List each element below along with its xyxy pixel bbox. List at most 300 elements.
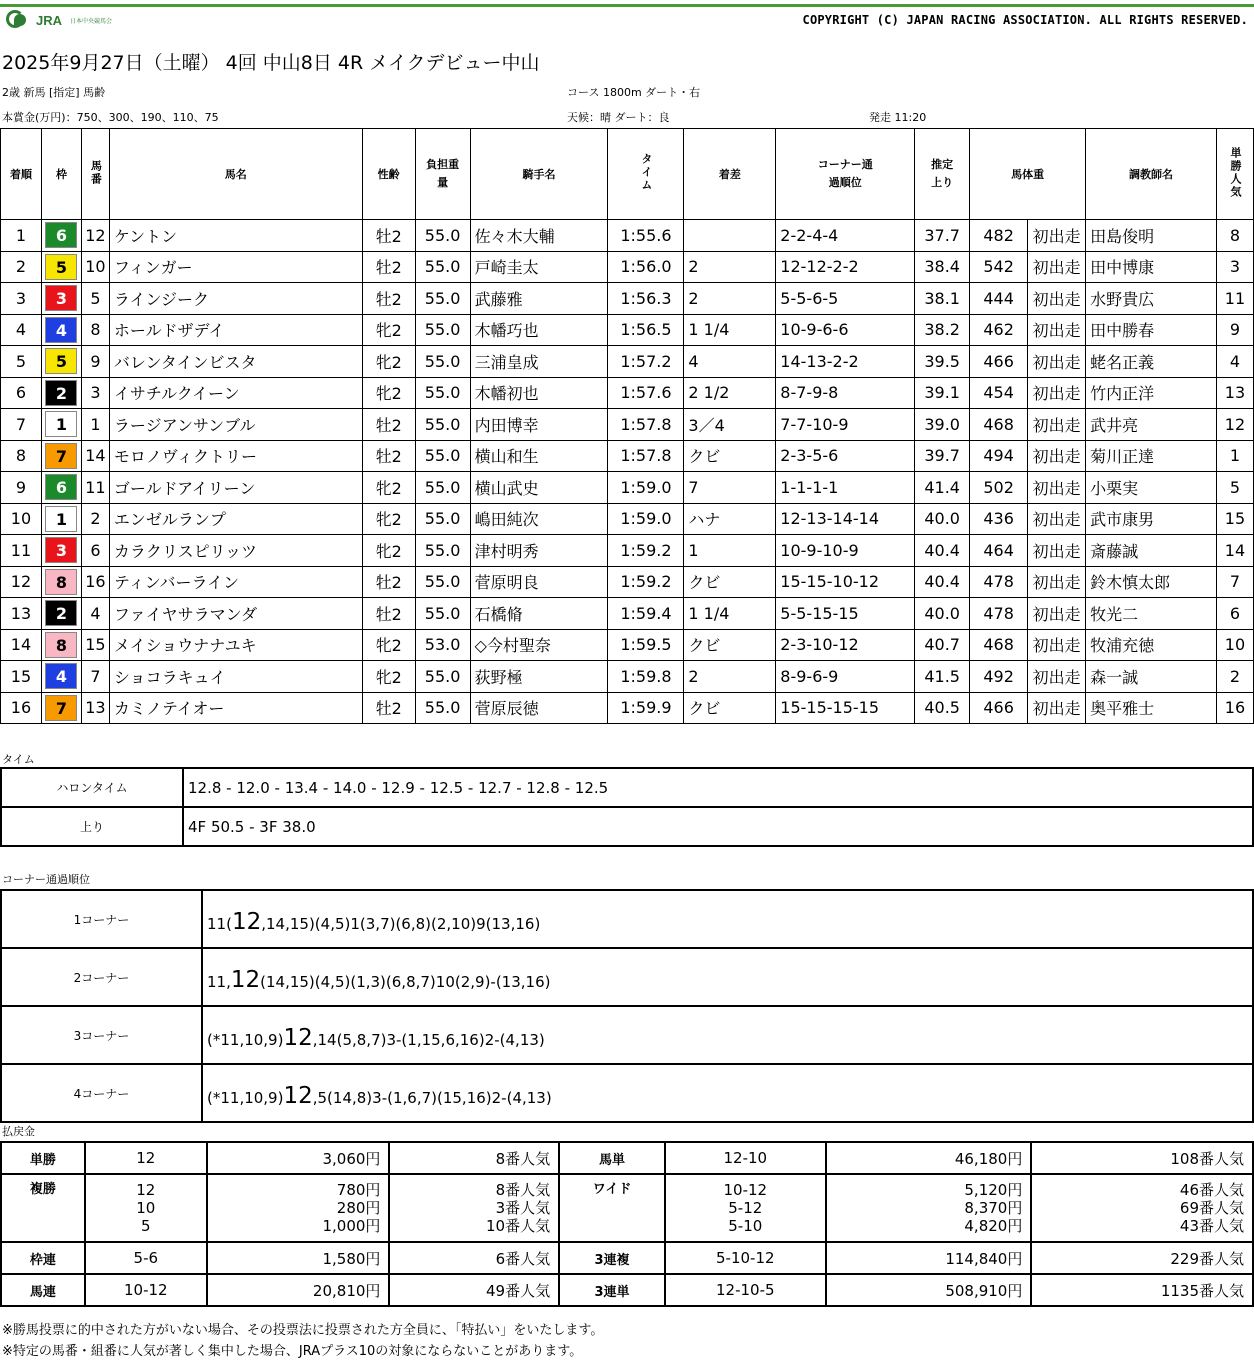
table-row bbox=[1, 948, 1253, 1006]
corner-label: 2コーナー bbox=[1, 948, 202, 1006]
table-row bbox=[1, 1006, 1253, 1064]
result-jockey: 木幡巧也 bbox=[470, 314, 608, 346]
result-margin: 2 bbox=[684, 661, 776, 693]
result-waku bbox=[41, 440, 81, 472]
result-sex-age: 牝2 bbox=[362, 535, 415, 567]
result-horse-number: 13 bbox=[81, 692, 109, 724]
result-sex-age: 牝2 bbox=[362, 629, 415, 661]
result-sex-age: 牡2 bbox=[362, 566, 415, 598]
col-weight: 負担重量 bbox=[415, 129, 470, 220]
result-body-weight: 502 bbox=[970, 472, 1028, 504]
wakuren-yen: 1,580円 bbox=[207, 1242, 390, 1274]
result-weight-diff: 初出走 bbox=[1028, 346, 1086, 378]
result-weight-diff: 初出走 bbox=[1028, 472, 1086, 504]
wide-yen: 5,120円 8,370円 4,820円 bbox=[826, 1174, 1032, 1242]
waku-badge: 6 bbox=[45, 474, 77, 500]
table-row bbox=[1, 535, 1254, 567]
result-sex-age: 牡2 bbox=[362, 692, 415, 724]
header-rule bbox=[0, 4, 1254, 7]
result-waku bbox=[41, 535, 81, 567]
result-horse-number: 15 bbox=[81, 629, 109, 661]
result-popularity: 6 bbox=[1216, 598, 1253, 630]
result-rank: 2 bbox=[1, 251, 42, 283]
result-sex-age: 牝2 bbox=[362, 346, 415, 378]
col-jockey: 騎手名 bbox=[470, 129, 608, 220]
waku-badge: 5 bbox=[45, 254, 77, 280]
result-corners: 2-2-4-4 bbox=[776, 220, 915, 252]
table-row bbox=[1, 409, 1254, 441]
result-sex-age: 牝2 bbox=[362, 661, 415, 693]
jra-logo bbox=[6, 10, 112, 30]
sanrentan-pop: 1135番人気 bbox=[1031, 1274, 1253, 1306]
col-last3f: 推定上り bbox=[915, 129, 970, 220]
result-corners: 8-9-6-9 bbox=[776, 661, 915, 693]
corner-order-text: (*11,10,9) bbox=[207, 1030, 284, 1049]
race-course: コース 1800m ダート・右 bbox=[567, 86, 701, 99]
result-jockey: 津村明秀 bbox=[470, 535, 608, 567]
result-corners: 8-7-9-8 bbox=[776, 377, 915, 409]
table-row bbox=[1, 472, 1254, 504]
result-jockey: 戸崎圭太 bbox=[470, 251, 608, 283]
table-row bbox=[1, 807, 1253, 846]
result-margin: 1 1/4 bbox=[684, 314, 776, 346]
col-waku: 枠 bbox=[41, 129, 81, 220]
result-time: 1:59.4 bbox=[608, 598, 684, 630]
result-time: 1:57.8 bbox=[608, 440, 684, 472]
result-horse-name: カミノテイオー bbox=[109, 692, 362, 724]
result-horse-number: 2 bbox=[81, 503, 109, 535]
result-weight-diff: 初出走 bbox=[1028, 535, 1086, 567]
result-trainer: 菊川正達 bbox=[1086, 440, 1217, 472]
result-margin: クビ bbox=[684, 566, 776, 598]
result-horse-name: ラインジーク bbox=[109, 283, 362, 315]
table-row bbox=[1, 629, 1254, 661]
result-body-weight: 466 bbox=[970, 692, 1028, 724]
result-trainer: 蛯名正義 bbox=[1086, 346, 1217, 378]
timing-table bbox=[0, 767, 1254, 847]
result-horse-number: 12 bbox=[81, 220, 109, 252]
result-margin: 2 bbox=[684, 251, 776, 283]
result-jockey: 横山和生 bbox=[470, 440, 608, 472]
result-horse-number: 16 bbox=[81, 566, 109, 598]
result-time: 1:57.6 bbox=[608, 377, 684, 409]
logo-text: JRA bbox=[36, 12, 63, 28]
sanrenpuku-nums: 5-10-12 bbox=[665, 1242, 826, 1274]
waku-badge: 8 bbox=[45, 569, 77, 595]
result-horse-name: ゴールドアイリーン bbox=[109, 472, 362, 504]
result-waku bbox=[41, 692, 81, 724]
jra-logo-icon bbox=[6, 10, 32, 30]
tansho-yen: 3,060円 bbox=[207, 1142, 390, 1174]
furlong-label: ハロンタイム bbox=[1, 768, 183, 807]
table-row bbox=[1, 768, 1253, 807]
result-horse-name: エンゼルランプ bbox=[109, 503, 362, 535]
result-popularity: 13 bbox=[1216, 377, 1253, 409]
result-waku bbox=[41, 661, 81, 693]
wide-pop: 46番人気 69番人気 43番人気 bbox=[1031, 1174, 1253, 1242]
sanrenpuku-label: 3連複 bbox=[559, 1242, 665, 1274]
table-row bbox=[1, 890, 1253, 948]
umaren-yen: 20,810円 bbox=[207, 1274, 390, 1306]
result-body-weight: 454 bbox=[970, 377, 1028, 409]
result-weight-diff: 初出走 bbox=[1028, 598, 1086, 630]
result-sex-age: 牡2 bbox=[362, 440, 415, 472]
table-row bbox=[1, 503, 1254, 535]
corner-order bbox=[202, 948, 1253, 1006]
race-class: 2歳 新馬 [指定] 馬齢 bbox=[2, 86, 106, 99]
waku-badge: 4 bbox=[45, 663, 77, 689]
result-last3f: 39.1 bbox=[915, 377, 970, 409]
race-title: 2025年9月27日（土曜） 4回 中山8日 4R メイクデビュー中山 bbox=[2, 52, 540, 74]
result-last3f: 40.7 bbox=[915, 629, 970, 661]
result-popularity: 11 bbox=[1216, 283, 1253, 315]
result-last3f: 38.1 bbox=[915, 283, 970, 315]
result-waku bbox=[41, 346, 81, 378]
waku-badge: 2 bbox=[45, 380, 77, 406]
table-row bbox=[1, 1242, 1253, 1274]
result-jockey: 菅原辰徳 bbox=[470, 692, 608, 724]
result-body-weight: 444 bbox=[970, 283, 1028, 315]
result-popularity: 7 bbox=[1216, 566, 1253, 598]
note-1: ※勝馬投票に的中された方がいない場合、その投票法に投票された方全員に、「特払い」をいたします。 bbox=[2, 1323, 604, 1338]
result-weight: 55.0 bbox=[415, 409, 470, 441]
result-popularity: 3 bbox=[1216, 251, 1253, 283]
result-waku bbox=[41, 409, 81, 441]
umaren-nums: 10-12 bbox=[85, 1274, 207, 1306]
result-waku bbox=[41, 283, 81, 315]
result-time: 1:59.0 bbox=[608, 472, 684, 504]
wakuren-pop: 6番人気 bbox=[389, 1242, 559, 1274]
result-rank: 6 bbox=[1, 377, 42, 409]
winner-number: 12 bbox=[230, 966, 261, 993]
result-corners: 10-9-10-9 bbox=[776, 535, 915, 567]
umatan-nums: 12-10 bbox=[665, 1142, 826, 1174]
result-corners: 7-7-10-9 bbox=[776, 409, 915, 441]
logo-subtext: 日本中央競馬会 bbox=[70, 17, 113, 25]
result-trainer: 田中博康 bbox=[1086, 251, 1217, 283]
result-weight: 55.0 bbox=[415, 503, 470, 535]
result-horse-number: 3 bbox=[81, 377, 109, 409]
result-corners: 5-5-15-15 bbox=[776, 598, 915, 630]
result-time: 1:59.0 bbox=[608, 503, 684, 535]
result-trainer: 森一誠 bbox=[1086, 661, 1217, 693]
result-weight-diff: 初出走 bbox=[1028, 566, 1086, 598]
result-rank: 8 bbox=[1, 440, 42, 472]
result-horse-number: 5 bbox=[81, 283, 109, 315]
result-body-weight: 478 bbox=[970, 566, 1028, 598]
table-row bbox=[1, 661, 1254, 693]
waku-badge: 1 bbox=[45, 411, 77, 437]
payout-table bbox=[0, 1141, 1254, 1307]
result-weight-diff: 初出走 bbox=[1028, 692, 1086, 724]
race-weather: 天候：晴 ダート：良 bbox=[567, 111, 670, 124]
result-time: 1:59.2 bbox=[608, 535, 684, 567]
result-time: 1:59.2 bbox=[608, 566, 684, 598]
result-margin: 2 bbox=[684, 283, 776, 315]
result-last3f: 40.0 bbox=[915, 598, 970, 630]
results-header-row bbox=[1, 129, 1254, 220]
result-body-weight: 468 bbox=[970, 629, 1028, 661]
result-time: 1:56.5 bbox=[608, 314, 684, 346]
result-body-weight: 478 bbox=[970, 598, 1028, 630]
result-body-weight: 482 bbox=[970, 220, 1028, 252]
table-row bbox=[1, 346, 1254, 378]
result-weight-diff: 初出走 bbox=[1028, 314, 1086, 346]
result-body-weight: 542 bbox=[970, 251, 1028, 283]
winner-number: 12 bbox=[283, 1082, 313, 1109]
result-horse-name: フィンガー bbox=[109, 251, 362, 283]
wakuren-label: 枠連 bbox=[1, 1242, 85, 1274]
corner-table bbox=[0, 889, 1254, 1123]
col-rank: 着順 bbox=[1, 129, 42, 220]
result-trainer: 田中勝春 bbox=[1086, 314, 1217, 346]
result-corners: 12-13-14-14 bbox=[776, 503, 915, 535]
result-horse-number: 6 bbox=[81, 535, 109, 567]
result-weight-diff: 初出走 bbox=[1028, 440, 1086, 472]
result-waku bbox=[41, 472, 81, 504]
tansho-label: 単勝 bbox=[1, 1142, 85, 1174]
col-horse-name: 馬名 bbox=[109, 129, 362, 220]
result-corners: 12-12-2-2 bbox=[776, 251, 915, 283]
result-last3f: 40.4 bbox=[915, 535, 970, 567]
result-horse-name: メイショウナナユキ bbox=[109, 629, 362, 661]
result-time: 1:55.6 bbox=[608, 220, 684, 252]
result-rank: 12 bbox=[1, 566, 42, 598]
result-weight: 55.0 bbox=[415, 661, 470, 693]
result-time: 1:56.3 bbox=[608, 283, 684, 315]
result-rank: 11 bbox=[1, 535, 42, 567]
corner-section-label: コーナー通過順位 bbox=[2, 873, 90, 886]
result-rank: 16 bbox=[1, 692, 42, 724]
result-margin: クビ bbox=[684, 692, 776, 724]
result-waku bbox=[41, 314, 81, 346]
result-popularity: 12 bbox=[1216, 409, 1253, 441]
result-jockey: 嶋田純次 bbox=[470, 503, 608, 535]
result-popularity: 15 bbox=[1216, 503, 1253, 535]
result-horse-name: ホールドザデイ bbox=[109, 314, 362, 346]
wakuren-nums: 5-6 bbox=[85, 1242, 207, 1274]
race-start-time: 発走 11:20 bbox=[869, 111, 927, 124]
waku-badge: 5 bbox=[45, 348, 77, 374]
result-corners: 2-3-5-6 bbox=[776, 440, 915, 472]
result-time: 1:59.9 bbox=[608, 692, 684, 724]
result-last3f: 37.7 bbox=[915, 220, 970, 252]
table-row bbox=[1, 1274, 1253, 1306]
result-horse-name: バレンタインビスタ bbox=[109, 346, 362, 378]
col-margin: 着差 bbox=[684, 129, 776, 220]
result-horse-name: ファイヤサラマンダ bbox=[109, 598, 362, 630]
result-trainer: 武市康男 bbox=[1086, 503, 1217, 535]
result-last3f: 40.4 bbox=[915, 566, 970, 598]
result-sex-age: 牝2 bbox=[362, 314, 415, 346]
corner-label: 1コーナー bbox=[1, 890, 202, 948]
result-popularity: 5 bbox=[1216, 472, 1253, 504]
result-sex-age: 牡2 bbox=[362, 409, 415, 441]
result-rank: 3 bbox=[1, 283, 42, 315]
corner-order-text: 11( bbox=[207, 914, 232, 933]
result-weight: 55.0 bbox=[415, 598, 470, 630]
result-horse-name: カラクリスピリッツ bbox=[109, 535, 362, 567]
result-last3f: 41.4 bbox=[915, 472, 970, 504]
race-prize: 本賞金(万円)：750、300、190、110、75 bbox=[2, 111, 219, 124]
result-margin: ハナ bbox=[684, 503, 776, 535]
result-popularity: 16 bbox=[1216, 692, 1253, 724]
result-weight-diff: 初出走 bbox=[1028, 377, 1086, 409]
table-row bbox=[1, 598, 1254, 630]
result-last3f: 40.5 bbox=[915, 692, 970, 724]
result-trainer: 小栗実 bbox=[1086, 472, 1217, 504]
payout-section-label: 払戻金 bbox=[2, 1125, 35, 1138]
result-corners: 14-13-2-2 bbox=[776, 346, 915, 378]
result-margin: 7 bbox=[684, 472, 776, 504]
waku-badge: 7 bbox=[45, 443, 77, 469]
agari-times: 4F 50.5 - 3F 38.0 bbox=[183, 807, 1253, 846]
wide-label: ワイド bbox=[559, 1174, 665, 1242]
result-jockey: 横山武史 bbox=[470, 472, 608, 504]
result-waku bbox=[41, 220, 81, 252]
table-row bbox=[1, 1142, 1253, 1174]
result-rank: 14 bbox=[1, 629, 42, 661]
result-time: 1:57.8 bbox=[608, 409, 684, 441]
result-horse-number: 14 bbox=[81, 440, 109, 472]
corner-order-text: ,14,15)(4,5)1(3,7)(6,8)(2,10)9(13,16) bbox=[261, 914, 541, 933]
waku-badge: 3 bbox=[45, 285, 77, 311]
result-trainer: 斎藤誠 bbox=[1086, 535, 1217, 567]
result-margin: クビ bbox=[684, 629, 776, 661]
result-sex-age: 牝2 bbox=[362, 472, 415, 504]
result-waku bbox=[41, 566, 81, 598]
table-row bbox=[1, 1064, 1253, 1122]
corner-order bbox=[202, 1064, 1253, 1122]
result-weight: 55.0 bbox=[415, 472, 470, 504]
result-waku bbox=[41, 598, 81, 630]
fukusho-nums: 12 10 5 bbox=[85, 1174, 207, 1242]
result-corners: 2-3-10-12 bbox=[776, 629, 915, 661]
result-horse-number: 10 bbox=[81, 251, 109, 283]
result-last3f: 39.5 bbox=[915, 346, 970, 378]
result-weight-diff: 初出走 bbox=[1028, 629, 1086, 661]
result-jockey: 武藤雅 bbox=[470, 283, 608, 315]
result-horse-name: モロノヴィクトリー bbox=[109, 440, 362, 472]
result-waku bbox=[41, 251, 81, 283]
waku-badge: 4 bbox=[45, 317, 77, 343]
result-horse-name: ショコラキュイ bbox=[109, 661, 362, 693]
result-weight-diff: 初出走 bbox=[1028, 283, 1086, 315]
result-corners: 5-5-6-5 bbox=[776, 283, 915, 315]
result-jockey: 内田博幸 bbox=[470, 409, 608, 441]
result-horse-number: 1 bbox=[81, 409, 109, 441]
result-corners: 10-9-6-6 bbox=[776, 314, 915, 346]
result-popularity: 1 bbox=[1216, 440, 1253, 472]
waku-badge: 6 bbox=[45, 222, 77, 248]
result-rank: 10 bbox=[1, 503, 42, 535]
umaren-pop: 49番人気 bbox=[389, 1274, 559, 1306]
result-horse-name: ティンバーライン bbox=[109, 566, 362, 598]
result-weight: 55.0 bbox=[415, 346, 470, 378]
tansho-pop: 8番人気 bbox=[389, 1142, 559, 1174]
result-time: 1:59.8 bbox=[608, 661, 684, 693]
result-horse-number: 4 bbox=[81, 598, 109, 630]
result-body-weight: 468 bbox=[970, 409, 1028, 441]
result-horse-number: 7 bbox=[81, 661, 109, 693]
umatan-label: 馬単 bbox=[559, 1142, 665, 1174]
result-sex-age: 牝2 bbox=[362, 377, 415, 409]
result-jockey: 佐々木大輔 bbox=[470, 220, 608, 252]
note-2: ※特定の馬番・組番に人気が著しく集中した場合、JRAプラス10の対象にならないことがあります。 bbox=[2, 1344, 583, 1359]
table-row bbox=[1, 377, 1254, 409]
result-last3f: 41.5 bbox=[915, 661, 970, 693]
result-weight: 55.0 bbox=[415, 251, 470, 283]
result-last3f: 40.0 bbox=[915, 503, 970, 535]
result-weight-diff: 初出走 bbox=[1028, 409, 1086, 441]
winner-number: 12 bbox=[283, 1024, 313, 1051]
result-horse-name: ラージアンサンブル bbox=[109, 409, 362, 441]
result-weight: 55.0 bbox=[415, 314, 470, 346]
table-row bbox=[1, 692, 1254, 724]
result-horse-number: 9 bbox=[81, 346, 109, 378]
table-row bbox=[1, 251, 1254, 283]
result-body-weight: 462 bbox=[970, 314, 1028, 346]
sanrenpuku-yen: 114,840円 bbox=[826, 1242, 1032, 1274]
col-sex-age: 性齢 bbox=[362, 129, 415, 220]
result-time: 1:57.2 bbox=[608, 346, 684, 378]
waku-badge: 7 bbox=[45, 695, 77, 721]
col-popularity: 単勝人気 bbox=[1216, 129, 1253, 220]
result-weight: 55.0 bbox=[415, 566, 470, 598]
result-horse-number: 11 bbox=[81, 472, 109, 504]
corner-label: 4コーナー bbox=[1, 1064, 202, 1122]
result-sex-age: 牡2 bbox=[362, 220, 415, 252]
table-row bbox=[1, 566, 1254, 598]
result-jockey: 木幡初也 bbox=[470, 377, 608, 409]
furlong-times: 12.8 - 12.0 - 13.4 - 14.0 - 12.9 - 12.5 - 12.7 - 12.8 - 12.5 bbox=[183, 768, 1253, 807]
col-trainer: 調教師名 bbox=[1086, 129, 1217, 220]
result-trainer: 牧光二 bbox=[1086, 598, 1217, 630]
result-rank: 5 bbox=[1, 346, 42, 378]
result-margin bbox=[684, 220, 776, 252]
result-time: 1:56.0 bbox=[608, 251, 684, 283]
result-popularity: 9 bbox=[1216, 314, 1253, 346]
table-row bbox=[1, 314, 1254, 346]
fukusho-yen: 780円 280円 1,000円 bbox=[207, 1174, 390, 1242]
result-margin: 2 1/2 bbox=[684, 377, 776, 409]
result-popularity: 8 bbox=[1216, 220, 1253, 252]
corner-order-text: 11, bbox=[207, 972, 231, 991]
waku-badge: 8 bbox=[45, 632, 77, 658]
result-margin: 1 bbox=[684, 535, 776, 567]
agari-label: 上り bbox=[1, 807, 183, 846]
result-trainer: 鈴木慎太郎 bbox=[1086, 566, 1217, 598]
table-row bbox=[1, 440, 1254, 472]
result-sex-age: 牡2 bbox=[362, 251, 415, 283]
result-jockey: 石橋脩 bbox=[470, 598, 608, 630]
result-weight: 55.0 bbox=[415, 692, 470, 724]
copyright: COPYRIGHT (C) JAPAN RACING ASSOCIATION. ALL RIGHTS RESERVED. bbox=[802, 13, 1248, 27]
result-sex-age: 牝2 bbox=[362, 503, 415, 535]
result-margin: 3／4 bbox=[684, 409, 776, 441]
col-num: 馬番 bbox=[81, 129, 109, 220]
table-row bbox=[1, 1174, 1253, 1242]
umaren-label: 馬連 bbox=[1, 1274, 85, 1306]
table-row bbox=[1, 283, 1254, 315]
result-weight: 55.0 bbox=[415, 220, 470, 252]
corner-label: 3コーナー bbox=[1, 1006, 202, 1064]
result-popularity: 4 bbox=[1216, 346, 1253, 378]
fukusho-pop: 8番人気 3番人気 10番人気 bbox=[389, 1174, 559, 1242]
waku-badge: 3 bbox=[45, 537, 77, 563]
result-body-weight: 466 bbox=[970, 346, 1028, 378]
winner-number: 12 bbox=[231, 908, 262, 935]
